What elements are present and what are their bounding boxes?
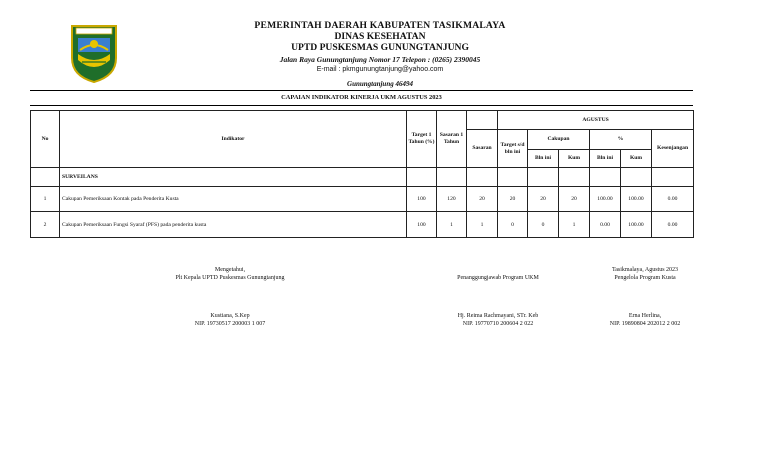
sub-cakupan-bln-ini: Bln ini xyxy=(528,150,559,168)
row-cakupan-bln: 20 xyxy=(528,187,559,212)
col-cakupan-header: Cakupan xyxy=(528,130,590,150)
sig-left-name: Kustiana, S.Kep xyxy=(210,313,250,319)
empty-cell xyxy=(590,168,621,187)
sig-right-nip: NIP. 19890804 202012 2 002 xyxy=(609,321,681,327)
row-indikator: Cakupan Pemeriksaan Kontak pada Penderita Kusta xyxy=(60,187,407,212)
sig-left-line2: Plt Kepala UPTD Puskesmas Gunungtanjung xyxy=(175,275,285,281)
col-kesenjangan-header: Kesenjangan xyxy=(652,130,694,168)
month-header: AGUSTUS xyxy=(498,111,694,130)
empty-cell xyxy=(498,168,528,187)
table-row xyxy=(31,212,694,238)
row-target-sd: 0 xyxy=(498,212,528,238)
row-persen-bln: 100.00 xyxy=(590,187,621,212)
document-title: CAPAIAN INDIKATOR KINERJA UKM AGUSTUS 2023 xyxy=(281,94,442,101)
sig-middle-nip: NIP. 19770710 200604 2 022 xyxy=(462,321,534,327)
letterhead-department: DINAS KESEHATAN xyxy=(334,31,426,42)
row-sasaran-tahun: 1 xyxy=(437,212,467,238)
kabupaten-emblem xyxy=(68,22,120,84)
col-target-sd-header: Target s/d bln ini xyxy=(498,130,528,168)
row-persen-bln: 0.00 xyxy=(590,212,621,238)
row-no: 2 xyxy=(31,212,60,238)
row-sasaran: 1 xyxy=(467,212,498,238)
sig-right-line1: Tasikmalaya, Agustus 2023 xyxy=(611,267,679,273)
empty-cell xyxy=(467,168,498,187)
signature-middle xyxy=(408,274,588,328)
signature-left xyxy=(140,266,320,328)
row-cakupan-kum: 1 xyxy=(559,212,590,238)
sig-right-line2: Pengelola Program Kusta xyxy=(614,275,676,281)
table-row xyxy=(31,187,694,212)
col-persen-header: % xyxy=(590,130,652,150)
row-indikator: Cakupan Pemeriksaan Fungsi Syaraf (PFS) pada penderita kusta xyxy=(60,212,407,238)
col-sasaran-tahun-header: Sasaran 1 Tahun xyxy=(437,111,467,168)
sub-persen-kum: Kum xyxy=(621,150,652,168)
signature-right xyxy=(580,266,710,328)
row-target: 100 xyxy=(407,212,437,238)
row-sasaran-tahun: 120 xyxy=(437,187,467,212)
row-no: 1 xyxy=(31,187,60,212)
empty-cell xyxy=(528,168,559,187)
kinerja-table xyxy=(30,110,694,238)
sig-middle-space xyxy=(408,282,588,312)
sub-persen-bln-ini: Bln ini xyxy=(590,150,621,168)
col-target-tahun-header: Target 1 Tahun (%) xyxy=(407,111,437,168)
sig-left-nip: NIP. 19730517 200003 1 007 xyxy=(194,321,266,327)
letterhead-postal: Gunungtanjung 46494 xyxy=(347,80,413,88)
row-persen-kum: 100.00 xyxy=(621,187,652,212)
letterhead-government: PEMERINTAH DAERAH KABUPATEN TASIKMALAYA xyxy=(254,20,506,31)
row-cakupan-kum: 20 xyxy=(559,187,590,212)
section-label: SURVEILANS xyxy=(60,168,407,187)
col-no-header: No xyxy=(31,111,60,168)
letterhead-email: E-mail : pkmgunungtanjung@yahoo.com xyxy=(316,66,444,73)
letterhead-unit: UPTD PUSKESMAS GUNUNGTANJUNG xyxy=(291,42,469,53)
blank-header-cell xyxy=(467,111,498,130)
header-divider xyxy=(30,90,693,91)
row-target: 100 xyxy=(407,187,437,212)
row-target-sd: 20 xyxy=(498,187,528,212)
row-cakupan-bln: 0 xyxy=(528,212,559,238)
empty-cell xyxy=(652,168,694,187)
sig-right-space xyxy=(580,282,710,312)
sig-middle-name: Hj. Reima Rachmayani, STr. Keb xyxy=(457,313,539,319)
sub-cakupan-kum: Kum xyxy=(559,150,590,168)
col-indikator-header: Indikator xyxy=(60,111,407,168)
letterhead-address: Jalan Raya Gunungtanjung Nomor 17 Telepon : (0265) 2390045 xyxy=(279,55,481,64)
empty-cell xyxy=(407,168,437,187)
section-no-cell xyxy=(31,168,60,187)
sig-left-space xyxy=(140,282,320,312)
row-sasaran: 20 xyxy=(467,187,498,212)
empty-cell xyxy=(621,168,652,187)
row-kesenjangan: 0.00 xyxy=(652,212,694,238)
sig-left-line1: Mengetahui, xyxy=(214,267,246,273)
col-sasaran-header: Sasaran xyxy=(467,130,498,168)
sig-right-name: Erna Herlina, xyxy=(628,313,662,319)
row-persen-kum: 100.00 xyxy=(621,212,652,238)
empty-cell xyxy=(437,168,467,187)
sig-middle-line1: Penanggungjawab Program UKM xyxy=(457,275,539,281)
empty-cell xyxy=(559,168,590,187)
row-kesenjangan: 0.00 xyxy=(652,187,694,212)
title-divider xyxy=(30,105,693,106)
